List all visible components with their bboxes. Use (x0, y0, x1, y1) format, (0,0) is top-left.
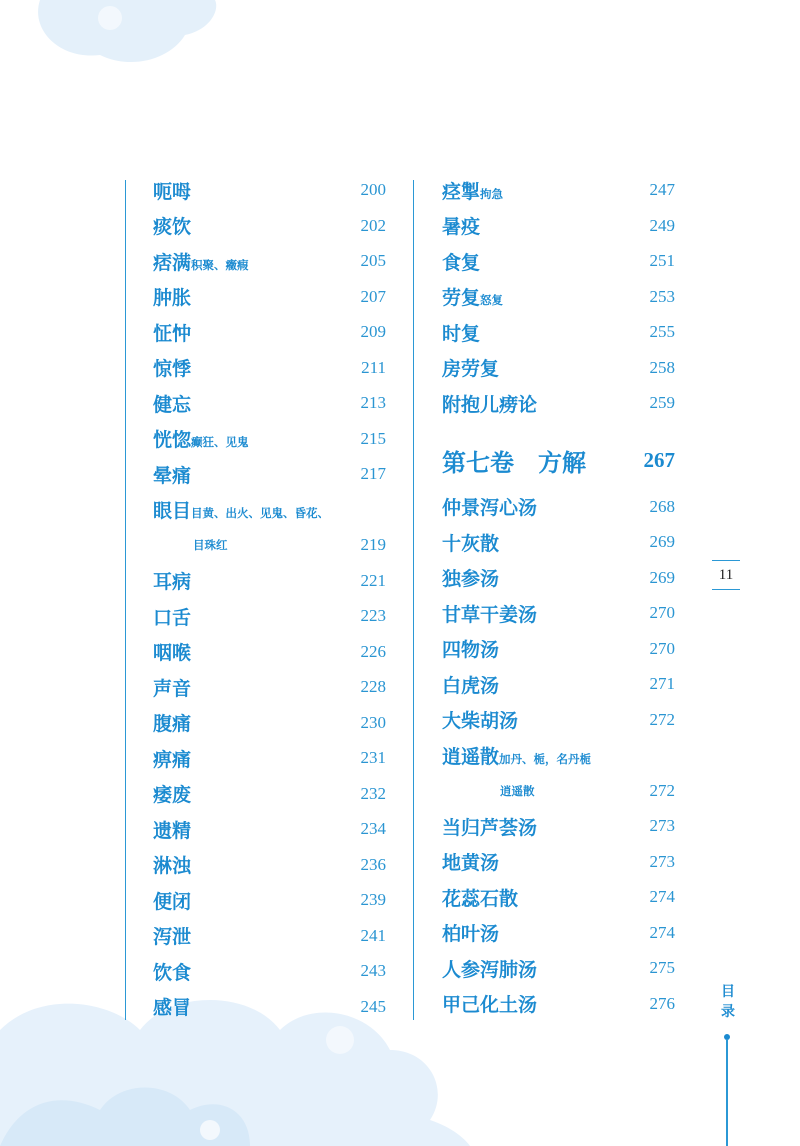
toc-entry-title (153, 354, 191, 381)
toc-entry-main: 仲景泻心汤 (442, 497, 538, 519)
toc-entry-page: 268 (649, 496, 675, 516)
toc-entry[interactable] (442, 314, 675, 350)
toc-entry-page: 236 (360, 854, 386, 874)
toc-entry-title (442, 443, 586, 478)
toc-entry-title (153, 851, 191, 878)
toc-entry[interactable] (153, 953, 386, 989)
toc-entry-page: 247 (649, 180, 675, 199)
toc-entry[interactable] (153, 456, 386, 492)
toc-entry[interactable] (153, 918, 386, 954)
toc-entry-main: 声音 (153, 677, 192, 700)
toc-entry-page: 215 (360, 428, 386, 448)
toc-entry[interactable] (153, 563, 386, 599)
toc-entry-page: 226 (360, 641, 386, 661)
toc-entry-main: 肿胀 (153, 287, 192, 309)
toc-entry[interactable] (153, 279, 386, 315)
toc-entry-main: 饮食 (153, 961, 192, 984)
toc-entry[interactable] (442, 950, 675, 986)
chapter-heading[interactable] (442, 443, 675, 479)
toc-entry-main: 口舌 (153, 606, 192, 629)
toc-entry[interactable] (153, 740, 386, 776)
toc-entry-title (153, 638, 191, 665)
toc-entry[interactable] (153, 492, 386, 528)
toc-entry-page: 253 (649, 286, 675, 306)
toc-entry-subtitle: 拘急 (480, 186, 504, 201)
toc-entry-title (442, 493, 537, 520)
toc-entry-title (153, 461, 191, 488)
toc-entry[interactable] (442, 666, 675, 702)
toc-entry-title (442, 884, 518, 911)
toc-entry-title (153, 319, 191, 346)
toc-entry-title (153, 390, 191, 417)
toc-entry-page: 270 (649, 603, 675, 622)
toc-entry-title (153, 283, 191, 310)
toc-entry-title (442, 848, 499, 875)
toc-entry-page: 267 (643, 448, 675, 472)
toc-entry-page: 209 (360, 322, 386, 341)
toc-entry-main: 大柴胡汤 (442, 710, 519, 732)
toc-entry-main: 眼目 (153, 500, 192, 522)
toc-entry[interactable] (153, 314, 386, 350)
toc-entry-page: 259 (649, 393, 675, 412)
toc-entry-page: 272 (649, 709, 675, 729)
toc-entry-main: 暑疫 (442, 216, 481, 238)
toc-entry-subtitle: 积聚、癥瘕 (191, 257, 249, 272)
toc-entry-page: 221 (360, 570, 386, 590)
section-label: 目录 (721, 984, 735, 1020)
toc-entry-page: 228 (360, 677, 386, 696)
toc-entry-page: 258 (649, 357, 675, 377)
toc-entry-main: 痰饮 (153, 216, 192, 238)
toc-entry-subtitle: 怒复 (480, 293, 504, 307)
toc-entry-main: 恍惚 (153, 429, 192, 451)
toc-entry-page: 217 (360, 464, 386, 483)
toc-entry-title (153, 425, 249, 452)
toc-entry-title (442, 564, 499, 591)
toc-entry-title (442, 354, 499, 381)
toc-entry-title (442, 319, 480, 346)
toc-entry[interactable] (442, 595, 675, 631)
toc-entry-title (153, 993, 191, 1020)
toc-entry[interactable] (442, 915, 675, 951)
left-column-rule (125, 180, 126, 1020)
toc-entry-main: 当归芦荟汤 (442, 816, 538, 839)
toc-entry[interactable] (442, 208, 675, 244)
toc-entry[interactable] (442, 986, 675, 1022)
toc-entry-main: 惊悸 (153, 358, 192, 380)
toc-entry-main: 咽喉 (153, 642, 192, 664)
toc-entry[interactable] (442, 243, 675, 279)
toc-entry-page: 251 (649, 251, 675, 270)
toc-entry-main: 痉掣 (442, 180, 481, 203)
toc-entry-title (153, 958, 191, 985)
toc-entry-main: 淋浊 (153, 855, 192, 877)
toc-entry-title (153, 780, 191, 807)
toc-entry-page: 269 (649, 567, 675, 587)
toc-entry[interactable] (153, 598, 386, 634)
toc-entry-main: 人参泻肺汤 (442, 958, 538, 981)
toc-entry-title (153, 567, 191, 594)
toc-entry-page: 200 (360, 180, 386, 199)
toc-entry-main: 白虎汤 (442, 674, 500, 697)
toc-entry-main: 独参汤 (442, 568, 500, 590)
toc-entry-main: 便闭 (153, 890, 192, 913)
toc-entry-title (153, 496, 329, 523)
toc-entry-main: 逍遥散 (442, 745, 500, 768)
toc-entry-page: 249 (649, 215, 675, 235)
toc-entry-title (153, 816, 191, 843)
toc-entry-main: 痿废 (153, 784, 192, 806)
toc-entry[interactable] (153, 421, 386, 457)
toc-entry-page: 269 (649, 532, 675, 551)
toc-entry[interactable] (442, 524, 675, 560)
toc-entry[interactable] (153, 811, 386, 847)
toc-entry-page: 239 (360, 890, 386, 909)
toc-entry-title (442, 706, 518, 733)
toc-entry-page: 230 (360, 712, 386, 732)
toc-entry-title (442, 177, 503, 204)
toc-entry-page: 274 (649, 922, 675, 942)
toc-entry[interactable] (153, 385, 386, 421)
toc-entry-page: 273 (649, 851, 675, 871)
toc-entry-main: 耳病 (153, 571, 192, 593)
toc-entry[interactable] (153, 208, 386, 244)
toc-entry[interactable] (442, 737, 675, 773)
toc-entry-title (442, 990, 537, 1017)
toc-entry-page: 274 (649, 887, 675, 906)
section-rule (726, 1040, 728, 1146)
toc-entry-page: 202 (360, 215, 386, 235)
toc-entry-main: 健忘 (153, 393, 192, 416)
page-number: 11 (712, 560, 740, 590)
toc-entry-title (442, 248, 480, 275)
toc-entry-title (153, 603, 191, 630)
toc-entry-subtitle: 加丹、栀，名丹栀 (499, 751, 592, 766)
toc-entry-title: 目珠红 (193, 538, 228, 552)
toc-entry-title (153, 177, 191, 204)
toc-entry[interactable] (442, 489, 675, 525)
toc-entry-title (153, 674, 191, 701)
toc-entry[interactable] (442, 279, 675, 315)
toc-entry-main: 劳复 (442, 287, 481, 309)
toc-entry-main: 遗精 (153, 819, 192, 842)
toc-entry-page: 255 (649, 322, 675, 341)
toc-entry-page: 211 (361, 357, 386, 377)
toc-entry-title (442, 390, 537, 417)
toc-entry-page: 272 (649, 780, 675, 800)
right-column-rule (413, 180, 414, 1020)
toc-entry-page: 207 (360, 286, 386, 306)
toc-entry[interactable] (153, 243, 386, 279)
toc-entry-main: 甘草干姜汤 (442, 603, 538, 626)
toc-entry[interactable] (442, 879, 675, 915)
toc-entry-main: 第七卷 方解 (442, 448, 586, 477)
toc-entry-page: 234 (360, 819, 386, 838)
toc-entry-main: 柏叶汤 (442, 923, 500, 945)
toc-entry[interactable] (442, 560, 675, 596)
toc-entry-title (153, 922, 191, 949)
toc-entry-title (442, 919, 499, 946)
toc-entry-main: 十灰散 (442, 532, 500, 555)
toc-entry-page: 219 (360, 535, 386, 554)
toc-entry-subtitle: 目黄、出火、见鬼、昏花、 (191, 506, 330, 520)
toc-entry-page: 205 (360, 251, 386, 270)
toc-entry-title (442, 529, 499, 556)
toc-entry-page: 243 (360, 961, 386, 980)
toc-entry-main: 感冒 (153, 997, 192, 1019)
toc-entry[interactable] (153, 669, 386, 705)
toc-entry-subtitle: 癫狂、见鬼 (191, 435, 249, 449)
toc-entry-main: 花蕊石散 (442, 887, 519, 910)
toc-entry-main: 腹痛 (153, 713, 192, 735)
toc-entry-title (442, 671, 499, 698)
toc-entry[interactable] (442, 350, 675, 386)
toc-entry-title (153, 745, 191, 772)
toc-entry-main: 房劳复 (442, 358, 500, 380)
toc-entry[interactable] (442, 172, 675, 208)
toc-entry[interactable] (153, 350, 386, 386)
toc-entry-title (153, 887, 191, 914)
toc-entry[interactable] (153, 705, 386, 741)
toc-entry-main: 时复 (442, 322, 481, 345)
toc-entry-page: 275 (649, 958, 675, 977)
toc-entry[interactable] (442, 773, 675, 809)
toc-entry-page: 271 (649, 674, 675, 693)
toc-entry-page: 270 (649, 638, 675, 658)
toc-entry-main: 泻泄 (153, 926, 192, 948)
toc-entry-main: 痹痛 (153, 748, 192, 771)
toc-entry-page: 245 (360, 996, 386, 1016)
toc-entry-page: 223 (360, 606, 386, 625)
toc-entry-title (153, 709, 191, 736)
toc-entry-title (442, 600, 537, 627)
toc-entry[interactable] (442, 702, 675, 738)
toc-entry[interactable] (153, 527, 386, 563)
toc-entry-title (442, 635, 499, 662)
toc-entry-title (153, 248, 249, 275)
toc-entry[interactable] (153, 989, 386, 1025)
toc-entry[interactable] (153, 882, 386, 918)
toc-entry-title (442, 283, 503, 310)
toc-entry-page: 273 (649, 816, 675, 835)
toc-entry-page: 276 (649, 993, 675, 1013)
toc-entry-page: 213 (360, 393, 386, 412)
toc-entry-main: 附抱儿痨论 (442, 393, 538, 416)
toc-entry[interactable] (442, 385, 675, 421)
toc-entry-main: 食复 (442, 251, 481, 274)
toc-entry-main: 四物汤 (442, 639, 500, 661)
toc-entry[interactable] (153, 847, 386, 883)
toc-entry-main: 甲己化土汤 (442, 994, 538, 1016)
toc-entry-page: 241 (360, 925, 386, 945)
toc-entry-title (442, 212, 480, 239)
toc-entry-main: 痞满 (153, 251, 192, 274)
toc-entry-title (442, 813, 537, 840)
toc-entry[interactable] (153, 776, 386, 812)
toc-entry-main: 晕痛 (153, 464, 192, 487)
toc-entry[interactable] (442, 631, 675, 667)
toc-entry-page: 232 (360, 783, 386, 803)
toc-entry[interactable] (153, 634, 386, 670)
toc-entry-main: 呃呣 (153, 180, 192, 203)
toc-entry[interactable] (442, 844, 675, 880)
toc-entry-title (153, 212, 191, 239)
toc-entry-title: 逍遥散 (500, 783, 535, 798)
toc-entry-title (442, 955, 537, 982)
toc-entry-title (442, 742, 591, 769)
toc-entry-main: 怔忡 (153, 322, 192, 345)
toc-entry-page: 231 (360, 748, 386, 767)
toc-entry-main: 地黄汤 (442, 852, 500, 874)
toc-entry[interactable] (153, 172, 386, 208)
toc-entry[interactable] (442, 808, 675, 844)
